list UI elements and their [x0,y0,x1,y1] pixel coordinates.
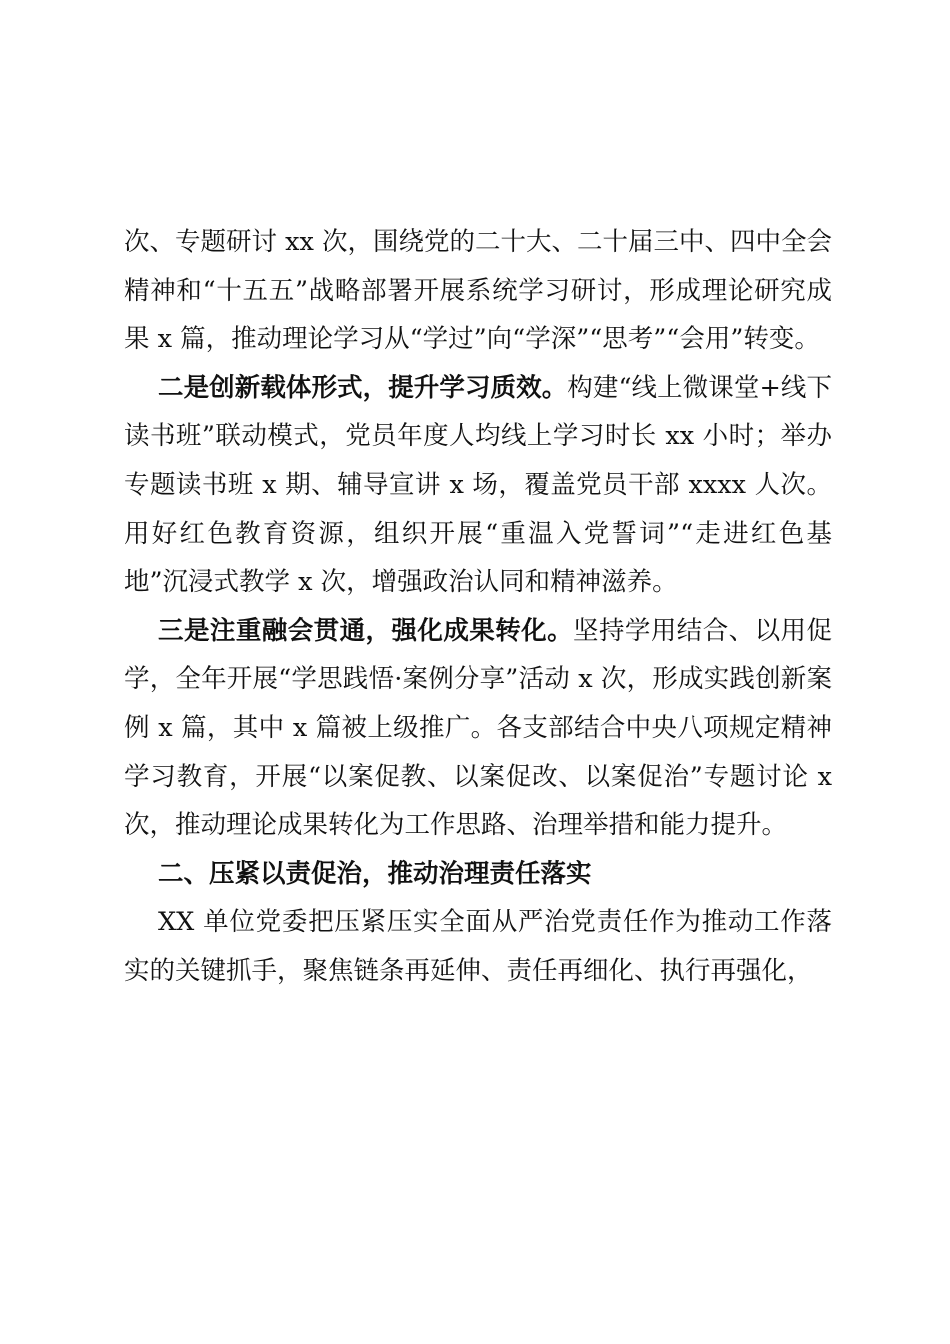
paragraph-lead: 三是注重融会贯通，强化成果转化。 [158,615,574,646]
section-heading-text: 二、压紧以责促治，推动治理责任落实 [158,858,592,889]
paragraph-innovation [124,364,832,607]
paragraph-responsibility [124,898,832,995]
paragraph-text: 次、专题研讨 xx 次，围绕党的二十大、二十届三中、四中全会精神和“十五五”战略部署开展系统学习研讨，形成理论研究成果 x 篇，推动理论学习从“学过”向“学深”“思考”“会用”转变。 [124,227,832,355]
paragraph-continuation [124,218,832,364]
paragraph-text: 坚持学用结合、以用促学，全年开展“学思践悟·案例分享”活动 x 次，形成实践创新案例 x 篇，其中 x 篇被上级推广。各支部结合中央八项规定精神学习教育，开展“以案促教、以案促改、以案促治”专题讨论 x 次，推动理论成果转化为工作思路、治理举措和能力提升。 [124,615,832,841]
paragraph-lead: 二是创新载体形式，提升学习质效。 [158,372,568,403]
section-heading [124,850,832,899]
paragraph-text: XX 单位党委把压紧压实全面从严治党责任作为推动工作落实的关键抓手，聚焦链条再延伸、责任再细化、执行再强化， [124,907,832,986]
paragraph-integration [124,607,832,850]
document-body [124,218,832,996]
paragraph-text: 构建“线上微课堂+线下读书班”联动模式，党员年度人均线上学习时长 xx 小时；举办专题读书班 x 期、辅导宣讲 x 场，覆盖党员干部 xxxx 人次。用好红色教育资源，组织开展“重温入党誓词”“走进红色基地”沉浸式教学 x 次，增强政治认同和精神滋养。 [124,372,832,598]
